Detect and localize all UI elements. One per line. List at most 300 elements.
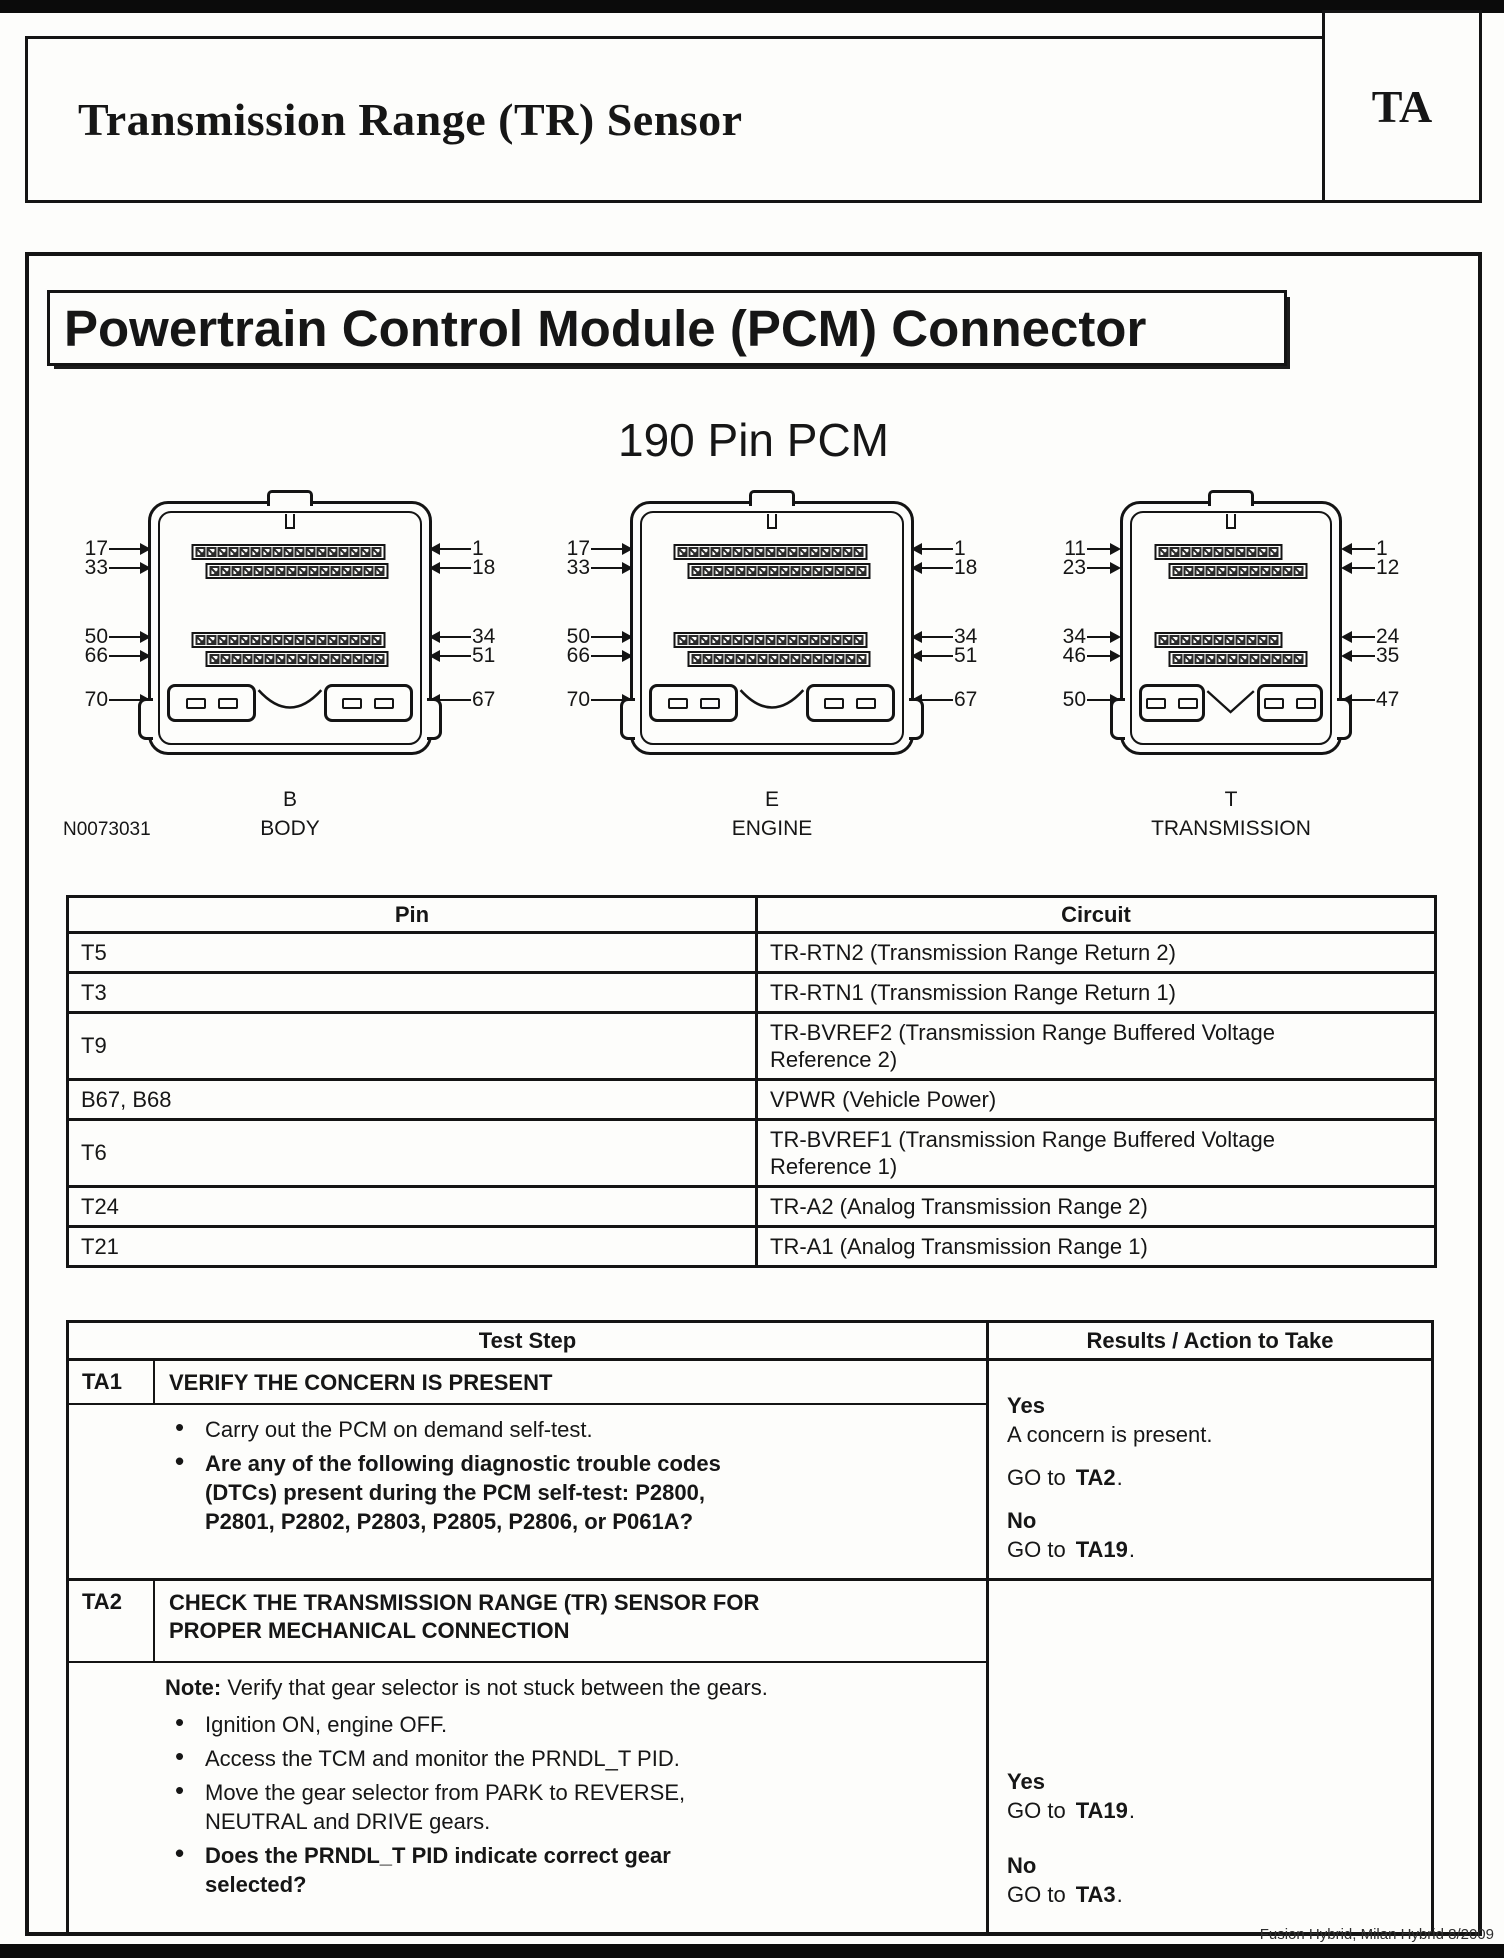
step-title [155, 1581, 986, 1663]
table-row [68, 1120, 1436, 1187]
pin-contact-icon [339, 547, 349, 557]
circuit-cell [757, 973, 1436, 1013]
pin-label [912, 687, 992, 713]
pin-contact-icon [1258, 547, 1268, 557]
pin-label [430, 643, 510, 669]
pin-number: 70 [566, 688, 590, 711]
pin-contact-icon [802, 566, 812, 576]
pin-contact-icon [744, 547, 754, 557]
pin-contact-icon [1214, 635, 1224, 645]
pin-column-header: Pin [68, 897, 757, 933]
pin-row [1155, 544, 1283, 560]
arrow-left-icon [1343, 567, 1375, 570]
pin-contact-icon [1247, 547, 1257, 557]
pin-contact-icon [1217, 566, 1227, 576]
pin-number: 11 [1064, 537, 1086, 560]
go-punct: . [1116, 1882, 1123, 1907]
scan-edge-bottom [0, 1944, 1504, 1958]
circuit-text: TR-RTN2 (Transmission Range Return 2) [770, 940, 1176, 965]
pin-slot [856, 698, 876, 709]
pin-contact-icon [821, 635, 831, 645]
pin-number: 51 [954, 644, 978, 667]
pin-contact-icon [361, 635, 371, 645]
pin-contact-icon [342, 566, 352, 576]
pin-contact-icon [265, 654, 275, 664]
pin-label [430, 555, 510, 581]
step-results [986, 1581, 1431, 1932]
pin-contact-icon [218, 635, 228, 645]
pin-contact-icon [364, 566, 374, 576]
pin-number: 66 [84, 644, 108, 667]
pin-contact-icon [262, 635, 272, 645]
pin-label [912, 555, 992, 581]
pin-contact-icon [846, 566, 856, 576]
pin-slot [1264, 698, 1284, 709]
pin-contact-icon [262, 547, 272, 557]
pin-label [552, 555, 632, 581]
pin-contact-icon [210, 654, 220, 664]
circuit-text: VPWR (Vehicle Power) [770, 1087, 997, 1112]
pin-group-middle [674, 632, 871, 667]
pin-number: 70 [84, 688, 108, 711]
pin-contact-icon [769, 566, 779, 576]
pin-contact-icon [857, 566, 867, 576]
arrow-left-icon [431, 655, 471, 658]
pin-contact-icon [832, 635, 842, 645]
pin-number: 18 [472, 556, 496, 579]
pin-contact-icon [1269, 547, 1279, 557]
pin-contact-icon [835, 566, 845, 576]
pin-contact-icon [810, 635, 820, 645]
bullet-item: • Carry out the PCM on demand self-test. [165, 1415, 750, 1444]
pin-row [1169, 563, 1308, 579]
pin-group-middle [1155, 632, 1308, 667]
pin-contact-icon [747, 654, 757, 664]
go-punct: . [1116, 1465, 1123, 1490]
result-label: Yes [1007, 1393, 1045, 1418]
pin-number: 51 [472, 644, 496, 667]
bullet-item: • Does the PRNDL_T PID indicate correct gear selected? [165, 1841, 685, 1899]
pin-contact-icon [1203, 635, 1213, 645]
pin-contact-icon [689, 635, 699, 645]
pin-contact-icon [854, 547, 864, 557]
go-text: GO to [1007, 1465, 1066, 1490]
pin-contact-icon [1236, 547, 1246, 557]
pin-contact-icon [331, 654, 341, 664]
pin-contact-icon [692, 654, 702, 664]
pin-contact-icon [276, 566, 286, 576]
pin-contact-icon [328, 635, 338, 645]
connector-name: ENGINE [731, 817, 813, 840]
pin-contact-icon [733, 635, 743, 645]
pin-contact-icon [758, 654, 768, 664]
pin-slot [342, 698, 362, 709]
pin-contact-icon [1184, 654, 1194, 664]
power-pin-box [806, 684, 895, 722]
pin-contact-icon [799, 547, 809, 557]
pin-slot [374, 698, 394, 709]
pin-contact-icon [1214, 547, 1224, 557]
arrow-left-icon [431, 636, 471, 639]
pin-contact-icon [1192, 635, 1202, 645]
pin-contact-icon [1239, 566, 1249, 576]
footer-note: Fusion Hybrid, Milan Hybrid 8/2009 [1259, 1926, 1494, 1943]
pin-contact-icon [254, 654, 264, 664]
pin-contact-icon [725, 566, 735, 576]
result-go-line [1007, 1880, 1419, 1909]
section-title: Powertrain Control Module (PCM) Connector [64, 299, 1147, 357]
pin-contact-icon [813, 654, 823, 664]
circuit-text: TR-A2 (Analog Transmission Range 2) [770, 1194, 1148, 1219]
pin-group-top [1155, 544, 1308, 579]
pin-contact-icon [1170, 547, 1180, 557]
pin-contact-icon [196, 547, 206, 557]
result-label: No [1007, 1853, 1037, 1878]
pin-contact-icon [372, 635, 382, 645]
pin-contact-icon [1272, 654, 1282, 664]
pin-contact-icon [711, 635, 721, 645]
step-body [69, 1663, 986, 1932]
pin-contact-icon [1170, 635, 1180, 645]
pin-contact-icon [700, 635, 710, 645]
result-note: A concern is present. [1007, 1422, 1213, 1447]
pin-contact-icon [295, 547, 305, 557]
arrow-right-icon [591, 636, 631, 639]
scan-edge-top [0, 0, 1504, 13]
arrow-left-icon [913, 636, 953, 639]
pin-contact-icon [744, 635, 754, 645]
pin-label [1342, 555, 1406, 581]
go-text: GO to [1007, 1882, 1066, 1907]
bullet-item: • Ignition ON, engine OFF. [165, 1710, 750, 1739]
pin-contact-icon [298, 654, 308, 664]
results-header: Results / Action to Take [986, 1323, 1431, 1358]
pin-contact-icon [1195, 654, 1205, 664]
pin-contact-icon [1225, 547, 1235, 557]
pin-contact-icon [207, 635, 217, 645]
go-target: TA19 [1075, 1537, 1128, 1562]
pin-contact-icon [221, 654, 231, 664]
pin-cell: T24 [68, 1187, 757, 1227]
arrow-left-icon [431, 548, 471, 551]
page-header [25, 36, 1325, 203]
result-go-line [1007, 1535, 1419, 1564]
pin-contact-icon [802, 654, 812, 664]
pin-contact-icon [240, 547, 250, 557]
table-row [68, 973, 1436, 1013]
section-title-box [47, 290, 1287, 366]
pin-contact-icon [306, 547, 316, 557]
table-row [68, 1013, 1436, 1080]
arrow-left-icon [1343, 548, 1375, 551]
pin-contact-icon [791, 566, 801, 576]
pin-cell: T5 [68, 933, 757, 973]
pin-number: 18 [954, 556, 978, 579]
pin-number: 46 [1062, 644, 1086, 667]
pin-contact-icon [251, 635, 261, 645]
step-note [165, 1673, 805, 1702]
connector-b-column [70, 501, 510, 843]
connector-name: TRANSMISSION [1151, 817, 1311, 840]
pin-contact-icon [339, 635, 349, 645]
keyway-arc-icon [256, 685, 324, 719]
step-bullets [165, 1415, 966, 1536]
pin-label [70, 643, 150, 669]
keyway-arc-icon [738, 685, 806, 719]
pin-contact-icon [736, 566, 746, 576]
pin-contact-icon [317, 635, 327, 645]
pin-number: 24 [1376, 625, 1400, 648]
circuit-cell [757, 1013, 1436, 1080]
pin-slot [218, 698, 238, 709]
pin-contact-icon [722, 635, 732, 645]
connector-ear-left [620, 698, 635, 740]
pin-number: 23 [1062, 556, 1086, 579]
pin-contact-icon [320, 566, 330, 576]
connector-ear-right [1337, 698, 1352, 740]
result-go-line [1007, 1463, 1419, 1492]
pin-contact-icon [229, 547, 239, 557]
result-go-line [1007, 1796, 1419, 1825]
pin-contact-icon [328, 547, 338, 557]
connector-caption [1056, 785, 1406, 843]
connector-top-tab [1208, 490, 1254, 506]
pin-contact-icon [1258, 635, 1268, 645]
pin-slot [186, 698, 206, 709]
pin-contact-icon [196, 635, 206, 645]
pin-contact-icon [331, 566, 341, 576]
pin-label [552, 643, 632, 669]
pin-contact-icon [229, 635, 239, 645]
pin-number: 1 [472, 537, 484, 560]
pin-contact-icon [276, 654, 286, 664]
pin-contact-icon [1294, 566, 1304, 576]
pin-contact-icon [791, 654, 801, 664]
connector-shell [1120, 501, 1342, 755]
arrow-left-icon [913, 567, 953, 570]
pin-contact-icon [298, 566, 308, 576]
pin-cell: T3 [68, 973, 757, 1013]
pin-row [192, 632, 386, 648]
step-body [69, 1405, 986, 1578]
arrow-right-icon [591, 567, 631, 570]
pin-contact-icon [722, 547, 732, 557]
pin-contact-icon [780, 654, 790, 664]
connector-e [552, 501, 992, 761]
connector-shell [148, 501, 432, 755]
pin-number: 12 [1376, 556, 1400, 579]
pin-contact-icon [1283, 566, 1293, 576]
pin-contact-icon [243, 654, 253, 664]
table-row [68, 933, 1436, 973]
pin-contact-icon [251, 547, 261, 557]
pin-row [1169, 651, 1308, 667]
step-results [986, 1361, 1431, 1578]
pin-contact-icon [857, 654, 867, 664]
circuit-cell [757, 1227, 1436, 1267]
pin-contact-icon [1184, 566, 1194, 576]
pin-number: 47 [1376, 688, 1400, 711]
pin-contact-icon [1239, 654, 1249, 664]
pin-contact-icon [364, 654, 374, 664]
pin-contact-icon [824, 654, 834, 664]
pin-contact-icon [317, 547, 327, 557]
pin-row [192, 544, 386, 560]
pin-contact-icon [1261, 566, 1271, 576]
pin-number: 33 [566, 556, 590, 579]
pin-contact-icon [703, 654, 713, 664]
pin-row [674, 544, 868, 560]
step-title [155, 1361, 986, 1405]
connector-ear-left [1110, 698, 1125, 740]
pin-contact-icon [777, 635, 787, 645]
pin-contact-icon [700, 547, 710, 557]
pin-contact-icon [711, 547, 721, 557]
result-label: No [1007, 1508, 1037, 1533]
result-group [1007, 1506, 1419, 1564]
pin-label [912, 643, 992, 669]
connector-t-column [1056, 501, 1406, 843]
pin-contact-icon [284, 547, 294, 557]
pin-contact-icon [1294, 654, 1304, 664]
arrow-left-icon [913, 655, 953, 658]
pin-row [688, 563, 871, 579]
arrow-left-icon [913, 548, 953, 551]
pin-contact-icon [342, 654, 352, 664]
pin-contact-icon [210, 566, 220, 576]
pin-group-middle [192, 632, 389, 667]
pin-contact-icon [813, 566, 823, 576]
pin-contact-icon [295, 635, 305, 645]
go-target: TA3 [1075, 1882, 1116, 1907]
power-pin-box [324, 684, 413, 722]
page-title: Transmission Range (TR) Sensor [78, 94, 743, 145]
pin-label [1056, 555, 1120, 581]
pin-cell: T21 [68, 1227, 757, 1267]
pin-contact-icon [218, 547, 228, 557]
pin-contact-icon [1225, 635, 1235, 645]
connector-caption [552, 785, 992, 843]
pin-group-bottom [1139, 684, 1323, 722]
pin-slot [700, 698, 720, 709]
pin-contact-icon [1261, 654, 1271, 664]
pin-contact-icon [1228, 566, 1238, 576]
pin-contact-icon [692, 566, 702, 576]
pin-number: 34 [1062, 625, 1086, 648]
pin-circuit-table [66, 895, 1437, 1268]
pin-contact-icon [1192, 547, 1202, 557]
pin-contact-icon [287, 566, 297, 576]
pin-number: 17 [566, 537, 590, 560]
pin-number: 50 [84, 625, 108, 648]
pin-contact-icon [766, 547, 776, 557]
connector-ear-right [909, 698, 924, 740]
pin-slot [668, 698, 688, 709]
arrow-right-icon [1087, 567, 1119, 570]
arrow-right-icon [1087, 548, 1119, 551]
pin-label [1342, 643, 1406, 669]
circuit-text: TR-RTN1 (Transmission Range Return 1) [770, 980, 1176, 1005]
connector-letter: T [1224, 788, 1238, 811]
connector-letter: E [764, 788, 779, 811]
pin-number: 67 [472, 688, 496, 711]
pin-contact-icon [835, 654, 845, 664]
pin-contact-icon [375, 566, 385, 576]
circuit-text: TR-BVREF2 (Transmission Range Buffered Voltage Reference 2) [770, 1020, 1276, 1072]
pin-contact-icon [306, 635, 316, 645]
pin-contact-icon [755, 547, 765, 557]
pin-contact-icon [725, 654, 735, 664]
table-row [68, 1227, 1436, 1267]
result-group [1007, 1851, 1419, 1909]
pin-contact-icon [1217, 654, 1227, 664]
connector-top-slot [285, 514, 295, 529]
pin-contact-icon [372, 547, 382, 557]
pin-contact-icon [755, 635, 765, 645]
pin-contact-icon [824, 566, 834, 576]
bullet-item: • Are any of the following diagnostic trouble codes (DTCs) present during the PCM self-test: P2800, P2801, P2802, P2803, P2805, P2806, or P061A? [165, 1449, 765, 1536]
result-group [1007, 1391, 1419, 1492]
pin-contact-icon [780, 566, 790, 576]
power-pin-box [649, 684, 738, 722]
pin-contact-icon [788, 547, 798, 557]
pin-contact-icon [777, 547, 787, 557]
test-table-header [69, 1323, 1431, 1361]
pin-contact-icon [353, 566, 363, 576]
pin-label [430, 687, 510, 713]
pin-number: 34 [472, 625, 496, 648]
bullet-item: • Access the TCM and monitor the PRNDL_T PID. [165, 1744, 750, 1773]
pin-contact-icon [843, 635, 853, 645]
arrow-left-icon [1343, 636, 1375, 639]
pin-row [206, 563, 389, 579]
pin-contact-icon [265, 566, 275, 576]
pin-number: 67 [954, 688, 978, 711]
table-row [68, 1187, 1436, 1227]
pin-contact-icon [799, 635, 809, 645]
circuit-column-header: Circuit [757, 897, 1436, 933]
section-code: TA [1371, 81, 1433, 132]
pin-contact-icon [273, 547, 283, 557]
diagram-title: 190 Pin PCM [617, 414, 889, 466]
pin-group-top [674, 544, 871, 579]
arrow-left-icon [1343, 655, 1375, 658]
pin-contact-icon [375, 654, 385, 664]
pin-contact-icon [287, 654, 297, 664]
pin-contact-icon [207, 547, 217, 557]
arrow-right-icon [109, 655, 149, 658]
pin-row [688, 651, 871, 667]
pin-contact-icon [854, 635, 864, 645]
result-group [1007, 1767, 1419, 1825]
pin-contact-icon [1195, 566, 1205, 576]
pin-contact-icon [736, 654, 746, 664]
connector-top-slot [1226, 514, 1236, 529]
pin-number: 34 [954, 625, 978, 648]
test-step-header: Test Step [478, 1327, 577, 1353]
go-target: TA19 [1075, 1798, 1128, 1823]
arrow-right-icon [1087, 655, 1119, 658]
pin-contact-icon [350, 635, 360, 645]
pin-cell: T6 [68, 1120, 757, 1187]
pin-contact-icon [766, 635, 776, 645]
pin-number: 17 [84, 537, 108, 560]
connector-ear-right [427, 698, 442, 740]
go-target: TA2 [1075, 1465, 1116, 1490]
test-step-ta2 [69, 1581, 1431, 1932]
pin-contact-icon [1181, 635, 1191, 645]
pin-contact-icon [353, 654, 363, 664]
